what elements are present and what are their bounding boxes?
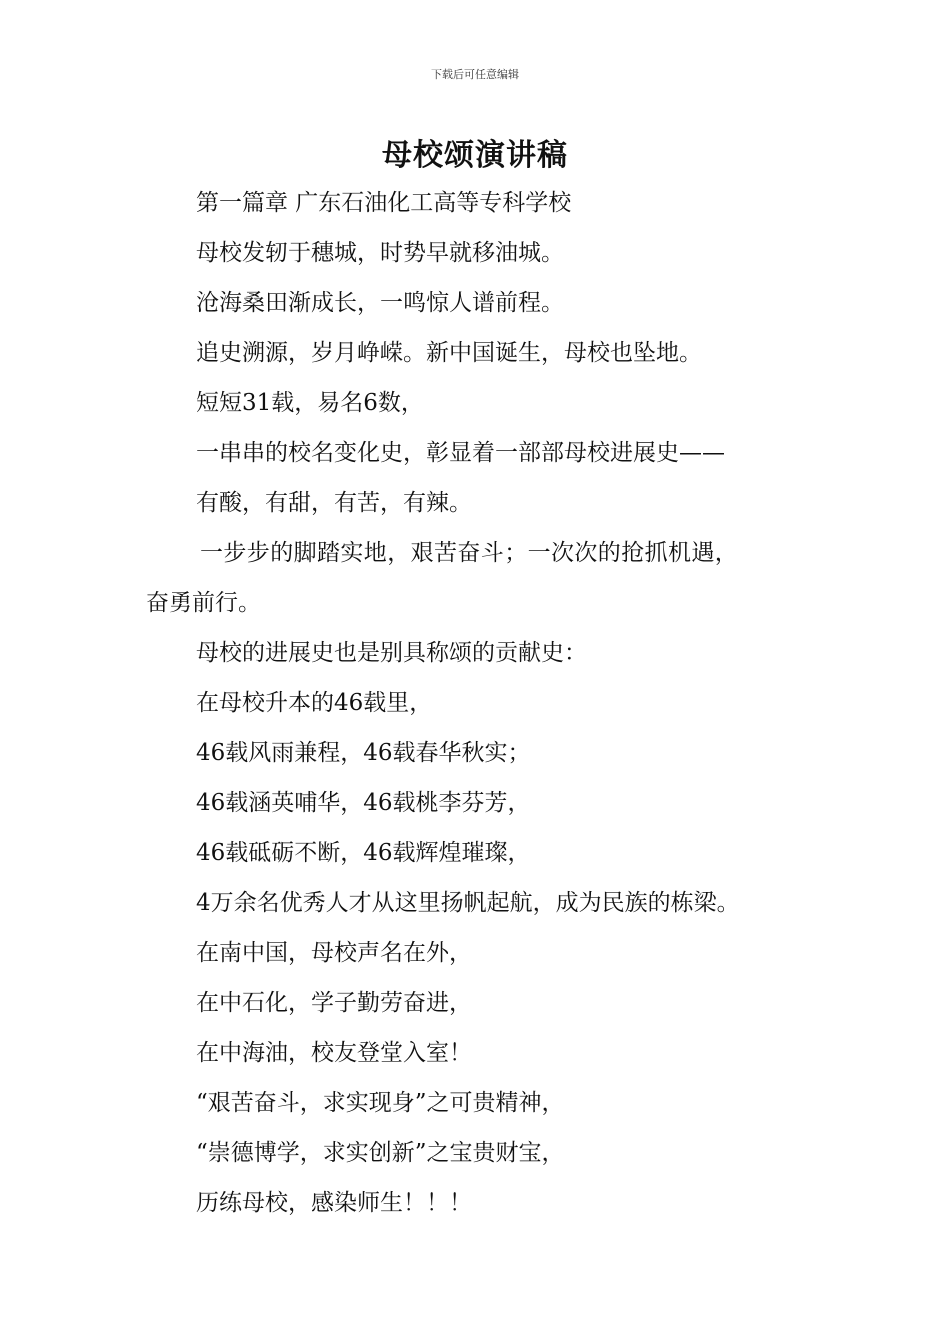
document-title: 母校颂演讲稿	[382, 138, 568, 173]
paragraph-line: 历练母校，感染师生！！！	[196, 1190, 472, 1216]
paragraph-line: 在南中国，母校声名在外，	[196, 940, 472, 966]
paragraph-line: 母校的进展史也是别具称颂的贡献史：	[196, 640, 587, 666]
paragraph-line: 母校发轫于穗城，时势早就移油城。	[196, 240, 564, 266]
paragraph-line: 短短31载，易名6数，	[196, 390, 424, 416]
paragraph-line-continued: 奋勇前行。	[146, 590, 261, 616]
speech-body	[146, 178, 806, 1228]
paragraph-line: 追史溯源，岁月峥嵘。新中国诞生，母校也坠地。	[196, 340, 702, 366]
paragraph-line: 一步步的脚踏实地，艰苦奋斗；一次次的抢抓机遇，	[200, 540, 739, 566]
paragraph-line: “艰苦奋斗，求实现身”之可贵精神，	[196, 1090, 565, 1116]
header-note: 下载后可任意编辑	[431, 68, 519, 81]
paragraph-line: 4万余名优秀人才从这里扬帆起航，成为民族的栋梁。	[196, 890, 740, 916]
paragraph-line: 沧海桑田渐成长，一鸣惊人谱前程。	[196, 290, 564, 316]
paragraph-line: 46载涵英哺华，46载桃李芬芳，	[196, 790, 531, 816]
paragraph-line: 46载砥砺不断，46载辉煌璀璨，	[196, 840, 531, 866]
paragraph-line: 一串串的校名变化史，彰显着一部部母校进展史——	[196, 440, 725, 466]
paragraph-line: 在母校升本的46载里，	[196, 690, 433, 716]
paragraph-line: “崇德博学，求实创新”之宝贵财宝，	[196, 1140, 565, 1166]
paragraph-line: 46载风雨兼程，46载春华秋实；	[196, 740, 531, 766]
paragraph-line: 有酸，有甜，有苦，有辣。	[196, 490, 472, 516]
paragraph-line: 第一篇章 广东石油化工高等专科学校	[196, 190, 572, 216]
paragraph-line: 在中海油，校友登堂入室！	[196, 1040, 472, 1066]
paragraph-line: 在中石化，学子勤劳奋进，	[196, 990, 472, 1016]
